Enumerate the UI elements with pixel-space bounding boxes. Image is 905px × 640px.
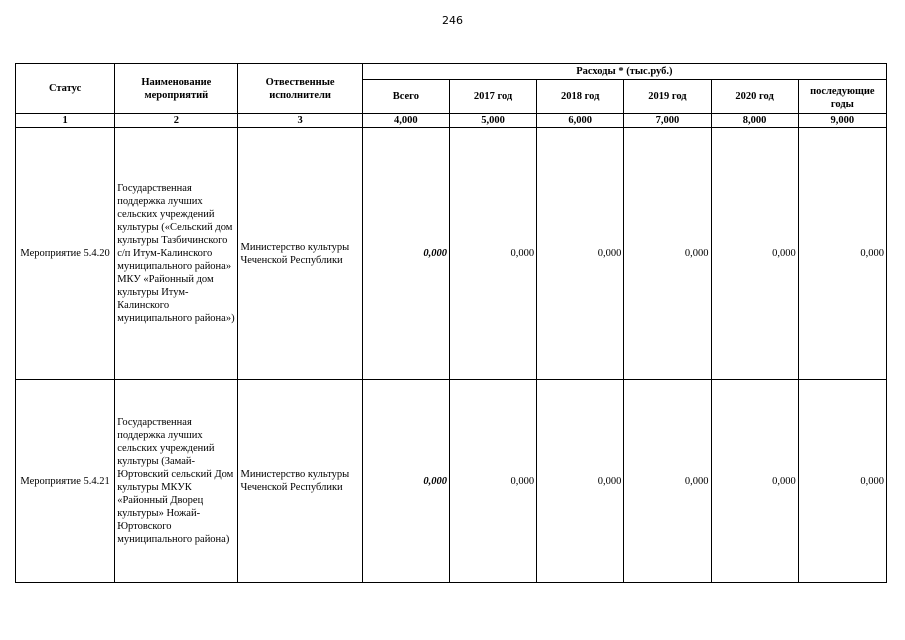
row-status: Мероприятие 5.4.20 — [16, 128, 115, 380]
header-year-2018: 2018 год — [537, 80, 624, 114]
header-year-total: Всего — [362, 80, 449, 114]
header-expenses: Расходы * (тыс.руб.) — [362, 64, 886, 80]
table-row — [16, 380, 887, 583]
header-year-2017: 2017 год — [449, 80, 536, 114]
header-status: Статус — [16, 64, 115, 114]
table-row — [16, 128, 887, 380]
row-value-later: 0,000 — [798, 128, 886, 380]
header-year-2019: 2019 год — [624, 80, 711, 114]
header-year-later — [798, 80, 886, 114]
row-value-2018: 0,000 — [537, 128, 624, 380]
header-year-later-text: последующие годы — [810, 85, 875, 109]
col-number: 6,000 — [537, 114, 624, 128]
row-executor: Министерство культуры Чеченской Республики — [238, 128, 362, 380]
row-name: Государственная поддержка лучших сельских учреждений культуры («Сельский дом культуры Тазбичинского с/п Итум-Калинского муниципального района» МКУ «Районный дом культуры Итум-Калинского муниципального района») — [115, 128, 238, 380]
row-value-2020: 0,000 — [711, 128, 798, 380]
col-number: 1 — [16, 114, 115, 128]
row-total: 0,000 — [362, 128, 449, 380]
col-number: 9,000 — [798, 114, 886, 128]
row-value-2020: 0,000 — [711, 380, 798, 583]
header-executors: Отвественные исполнители — [238, 64, 362, 114]
col-number: 8,000 — [711, 114, 798, 128]
header-name: Наименование мероприятий — [115, 64, 238, 114]
col-number: 5,000 — [449, 114, 536, 128]
row-executor: Министерство культуры Чеченской Республики — [238, 380, 362, 583]
expenses-table — [15, 63, 887, 583]
row-total: 0,000 — [362, 380, 449, 583]
header-year-2020: 2020 год — [711, 80, 798, 114]
col-number: 7,000 — [624, 114, 711, 128]
row-value-2017: 0,000 — [449, 380, 536, 583]
col-number: 3 — [238, 114, 362, 128]
row-name: Государственная поддержка лучших сельских учреждений культуры (Замай-Юртовский сельский Дом культуры МКУК «Районный Дворец культуры» Ножай-Юртовского муниципального района) — [115, 380, 238, 583]
row-value-2018: 0,000 — [537, 380, 624, 583]
col-number: 2 — [115, 114, 238, 128]
row-value-2019: 0,000 — [624, 128, 711, 380]
row-value-2019: 0,000 — [624, 380, 711, 583]
row-value-2017: 0,000 — [449, 128, 536, 380]
row-value-later: 0,000 — [798, 380, 886, 583]
page-number: 246 — [442, 14, 463, 27]
col-number: 4,000 — [362, 114, 449, 128]
row-status: Мероприятие 5.4.21 — [16, 380, 115, 583]
